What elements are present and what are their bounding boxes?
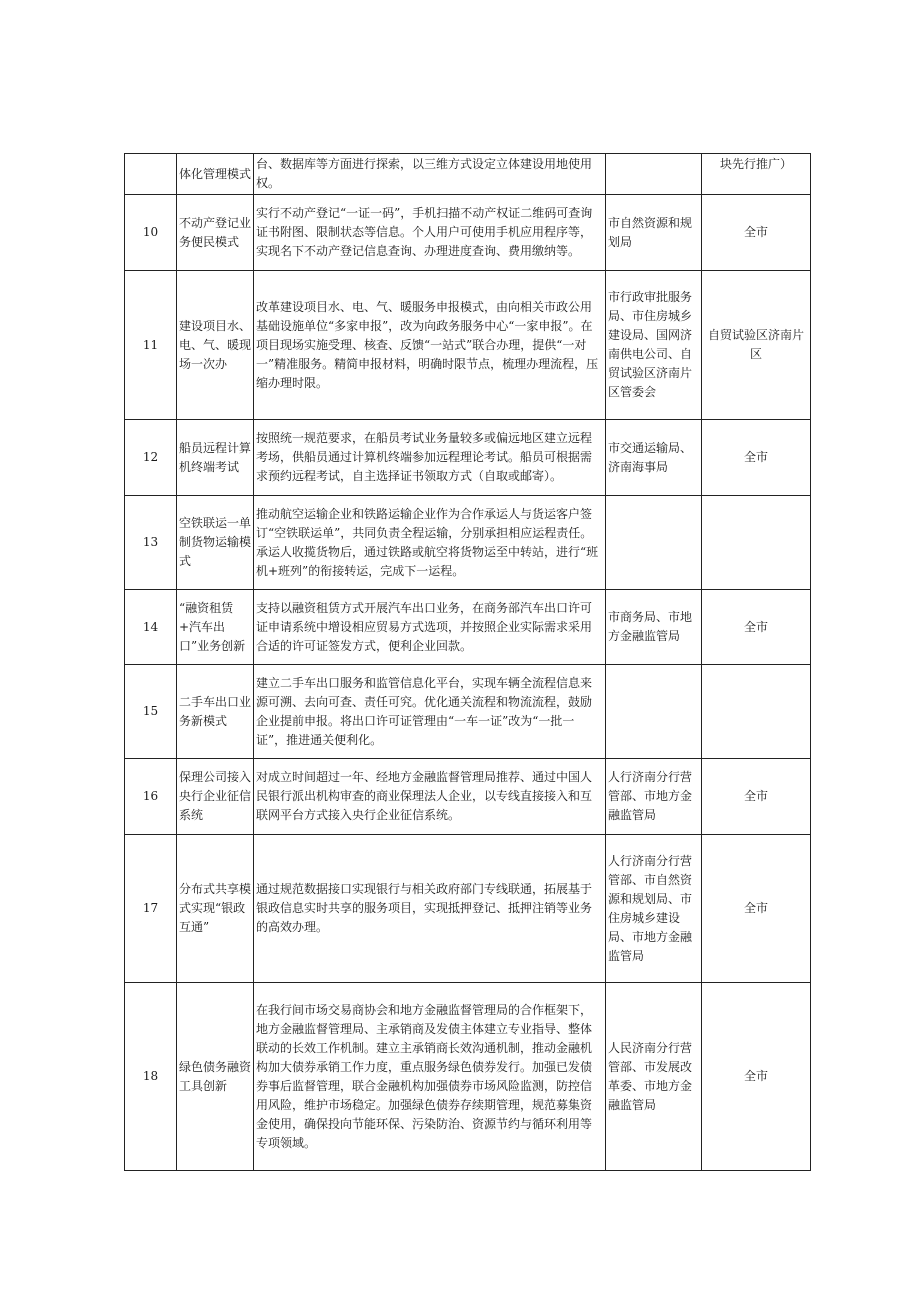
item-name: “融资租赁+汽车出口”业务创新 <box>177 590 254 665</box>
table-row <box>125 271 811 420</box>
responsible-department <box>606 665 702 759</box>
responsible-department: 人行济南分行营管部、市自然资源和规划局、市住房城乡建设局、市地方金融监管局 <box>606 835 702 983</box>
table-row <box>125 665 811 759</box>
item-name: 体化管理模式 <box>177 154 254 195</box>
item-description: 改革建设项目水、电、气、暖服务申报模式，由向相关市政公用基础设施单位“多家申报”，改为向政务服务中心“一家申报”。在项目现场实施受理、核查、反馈“一站式”联合办理，提供“一对一”精准服务。精简申报材料，明确时限节点，梳理办理流程，压缩办理时限。 <box>254 271 606 420</box>
responsible-department <box>606 496 702 590</box>
row-number: 16 <box>125 759 177 835</box>
table-row <box>125 195 811 271</box>
item-name: 二手车出口业务新模式 <box>177 665 254 759</box>
promotion-scope: 块先行推广） <box>702 154 811 195</box>
promotion-scope <box>702 665 811 759</box>
item-description: 按照统一规范要求，在船员考试业务量较多或偏远地区建立远程考场，供船员通过计算机终端参加远程理论考试。船员可根据需求预约远程考试，自主选择证书领取方式（自取或邮寄）。 <box>254 420 606 496</box>
table-row <box>125 590 811 665</box>
item-description: 台、数据库等方面进行探索，以三维方式设定立体建设用地使用权。 <box>254 154 606 195</box>
row-number: 13 <box>125 496 177 590</box>
responsible-department: 市自然资源和规划局 <box>606 195 702 271</box>
table-row <box>125 835 811 983</box>
item-description: 实行不动产登记“一证一码”，手机扫描不动产权证二维码可查询证书附图、限制状态等信息。个人用户可使用手机应用程序等，实现名下不动产登记信息查询、办理进度查询、费用缴纳等。 <box>254 195 606 271</box>
table-row <box>125 983 811 1171</box>
item-name: 保理公司接入央行企业征信系统 <box>177 759 254 835</box>
row-number: 11 <box>125 271 177 420</box>
promotion-scope: 全市 <box>702 195 811 271</box>
item-description: 支持以融资租赁方式开展汽车出口业务，在商务部汽车出口许可证申请系统中增设相应贸易方式选项，并按照企业实际需求采用合适的许可证签发方式，便利企业回款。 <box>254 590 606 665</box>
responsible-department <box>606 154 702 195</box>
row-number: 15 <box>125 665 177 759</box>
item-name: 分布式共享模式实现“银政互通” <box>177 835 254 983</box>
promotion-scope: 自贸试验区济南片区 <box>702 271 811 420</box>
item-description: 推动航空运输企业和铁路运输企业作为合作承运人与货运客户签订“空铁联运单”，共同负责全程运输，分别承担相应运程责任。承运人收揽货物后，通过铁路或航空将货物运至中转站，进行“班机+班列”的衔接转运，完成下一运程。 <box>254 496 606 590</box>
promotion-scope <box>702 496 811 590</box>
promotion-scope: 全市 <box>702 759 811 835</box>
responsible-department: 市商务局、市地方金融监管局 <box>606 590 702 665</box>
responsible-department: 人民济南分行营管部、市发展改革委、市地方金融监管局 <box>606 983 702 1171</box>
responsible-department: 人行济南分行营管部、市地方金融监管局 <box>606 759 702 835</box>
item-description: 建立二手车出口服务和监管信息化平台，实现车辆全流程信息来源可溯、去向可查、责任可究。优化通关流程和物流流程，鼓励企业提前申报。将出口许可证管理由“一车一证”改为“一批一证”，推进通关便利化。 <box>254 665 606 759</box>
promotion-scope: 全市 <box>702 835 811 983</box>
item-name: 不动产登记业务便民模式 <box>177 195 254 271</box>
table-row <box>125 154 811 195</box>
promotion-scope: 全市 <box>702 420 811 496</box>
promotion-scope: 全市 <box>702 983 811 1171</box>
responsible-department: 市交通运输局、济南海事局 <box>606 420 702 496</box>
row-number: 18 <box>125 983 177 1171</box>
row-number: 17 <box>125 835 177 983</box>
item-name: 空铁联运一单制货物运输模式 <box>177 496 254 590</box>
table-row <box>125 759 811 835</box>
row-number <box>125 154 177 195</box>
promotion-scope: 全市 <box>702 590 811 665</box>
row-number: 14 <box>125 590 177 665</box>
row-number: 10 <box>125 195 177 271</box>
item-name: 绿色债务融资工具创新 <box>177 983 254 1171</box>
item-name: 船员远程计算机终端考试 <box>177 420 254 496</box>
item-description: 对成立时间超过一年、经地方金融监督管理局推荐、通过中国人民银行派出机构审查的商业保理法人企业，以专线直接接入和互联网平台方式接入央行企业征信系统。 <box>254 759 606 835</box>
policy-table <box>124 153 811 1171</box>
row-number: 12 <box>125 420 177 496</box>
table-row <box>125 496 811 590</box>
item-description: 在我行间市场交易商协会和地方金融监督管理局的合作框架下，地方金融监督管理局、主承销商及发债主体建立专业指导、整体联动的长效工作机制。建立主承销商长效沟通机制，推动金融机构加大债券承销工作力度，重点服务绿色债券发行。加强已发债券事后监督管理，联合金融机构加强债券市场风险监测，防控信用风险，维护市场稳定。加强绿色债券存续期管理，规范募集资金使用，确保投向节能环保、污染防治、资源节约与循环利用等专项领域。 <box>254 983 606 1171</box>
table-row <box>125 420 811 496</box>
responsible-department: 市行政审批服务局、市住房城乡建设局、国网济南供电公司、自贸试验区济南片区管委会 <box>606 271 702 420</box>
item-name: 建设项目水、电、气、暖现场一次办 <box>177 271 254 420</box>
item-description: 通过规范数据接口实现银行与相关政府部门专线联通，拓展基于银政信息实时共享的服务项目，实现抵押登记、抵押注销等业务的高效办理。 <box>254 835 606 983</box>
